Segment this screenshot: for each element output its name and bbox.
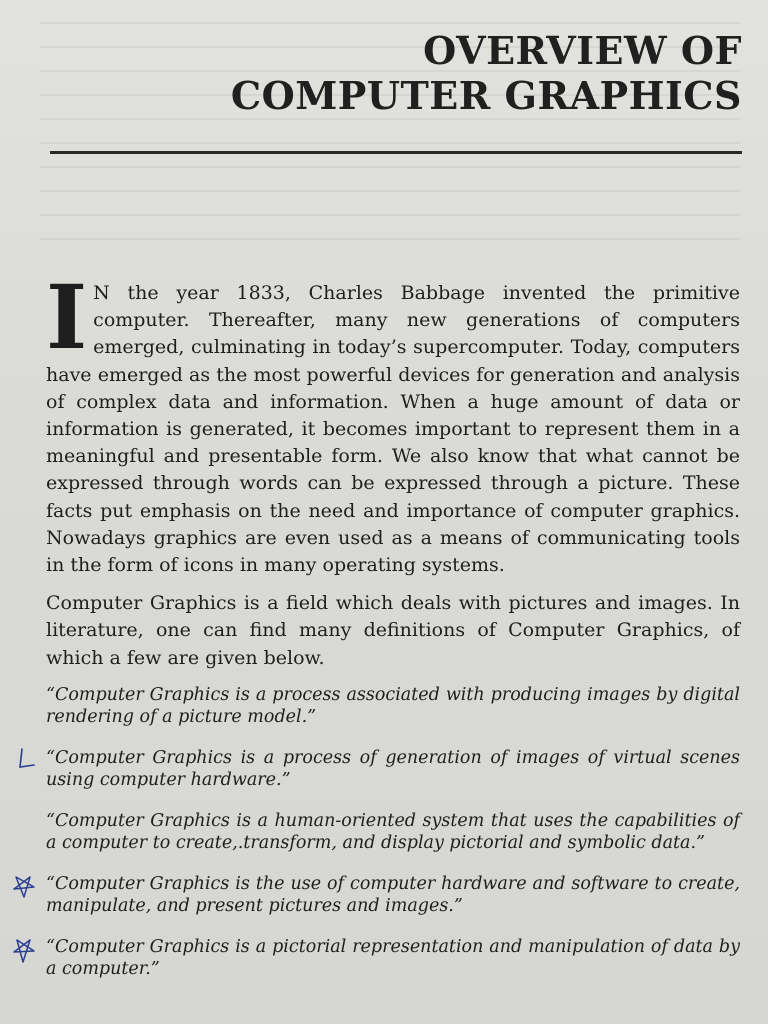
definition-text: “Computer Graphics is a process of generation of images of virtual scenes using computer hardware.” [46, 747, 740, 791]
chapter-title [231, 28, 742, 118]
definition-quote-1 [46, 684, 740, 729]
definitions-lead-paragraph: Computer Graphics is a field which deals with pictures and images. In literature, one can find many definitions of Computer Graphics, of which a few are given below. [46, 592, 740, 669]
definition-text: “Computer Graphics is the use of computer hardware and software to create, manipulate, and present pictures and images.” [46, 873, 740, 917]
star-mark-icon [10, 873, 36, 903]
title-rule [50, 151, 742, 154]
chapter-title-line-2: COMPUTER GRAPHICS [230, 73, 742, 118]
definition-quote-4 [46, 873, 740, 918]
intro-text: N the year 1833, Charles Babbage invented the primitive computer. Thereafter, many new generations of computers emerged, culminating in today’s supercomputer. Today, computers have emerged as the most powerful devices for generation and analysis of complex data and information. When a huge amount of data or information is generated, it becomes important to represent them in a meaningful and presentable form. We also know that what cannot be expressed through words can be expressed through a picture. These facts put emphasis on the need and importance of computer graphics. Nowadays graphics are even used as a means of communicating tools in the form of icons in many operating systems. [46, 282, 740, 577]
definition-quote-2 [46, 747, 740, 792]
star-mark-icon [10, 936, 36, 966]
definition-quote-3 [46, 810, 740, 855]
definition-text: “Computer Graphics is a pictorial representation and manipulation of data by a computer.” [46, 936, 740, 980]
definition-quote-5 [46, 936, 740, 981]
chapter-body [46, 265, 740, 999]
definition-text: “Computer Graphics is a process associated with producing images by digital rendering of a picture model.” [46, 684, 740, 728]
drop-cap: I [46, 265, 88, 369]
intro-paragraph [46, 265, 740, 579]
chapter-title-line-1: OVERVIEW OF [423, 28, 742, 73]
definition-text: “Computer Graphics is a human-oriented system that uses the capabilities of a computer to create,.transform, and display pictorial and symbolic data.” [46, 810, 740, 854]
bracket-mark-icon [10, 747, 36, 777]
definitions-list [46, 684, 740, 981]
